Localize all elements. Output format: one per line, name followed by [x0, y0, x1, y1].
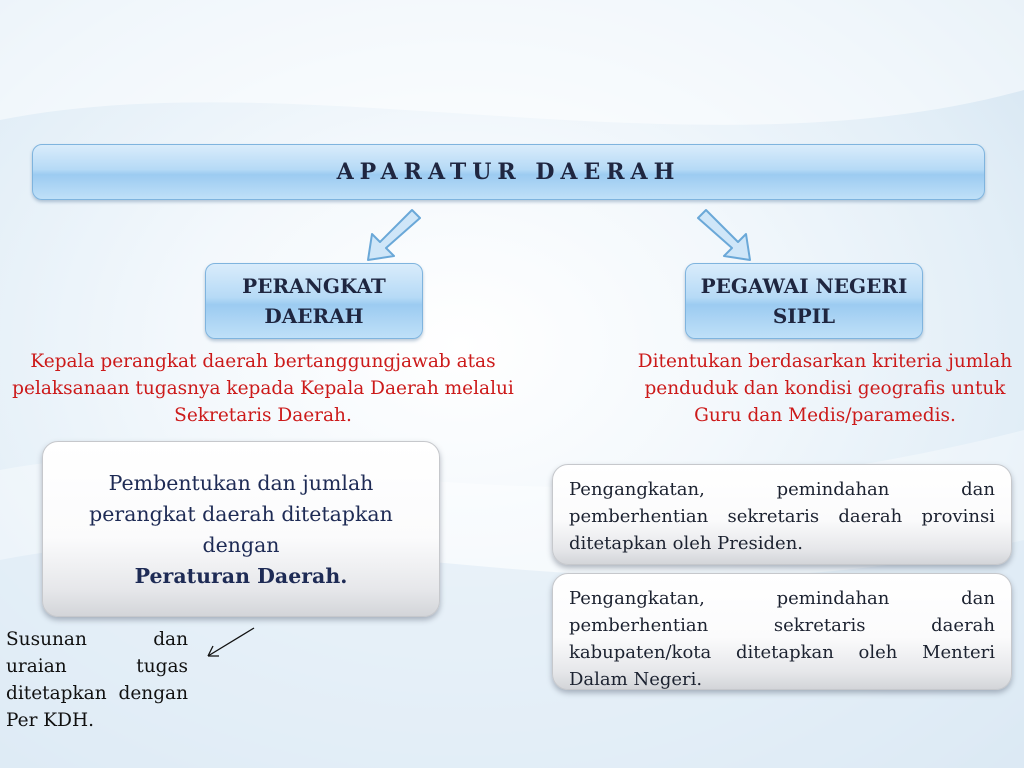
- node-pegawai-negeri-sipil-label: PEGAWAI NEGERI SIPIL: [700, 274, 908, 328]
- pembentukan-card: [42, 441, 440, 617]
- pns-note: Ditentukan berdasarkan kriteria jumlah penduduk dan kondisi geografis untuk Guru dan Medis/paramedis.: [637, 351, 1013, 426]
- sekda-kabupaten-text: Pengangkatan, pemindahan dan pemberhentian sekretaris daerah kabupaten/kota ditetapkan oleh Menteri Dalam Negeri.: [569, 588, 995, 690]
- node-perangkat-daerah: [205, 263, 423, 339]
- sekda-kabupaten-card: [552, 573, 1012, 690]
- node-pegawai-negeri-sipil: [685, 263, 923, 339]
- diagram-title: APARATUR DAERAH: [336, 159, 681, 185]
- pembentukan-text: Pembentukan dan jumlah perangkat daerah ditetapkan dengan: [89, 471, 393, 557]
- perangkat-daerah-note: Kepala perangkat daerah bertanggungjawab atas pelaksanaan tugasnya kepada Kepala Daerah melalui Sekretaris Daerah.: [12, 351, 514, 426]
- node-perangkat-daerah-label: PERANGKAT DAERAH: [242, 274, 386, 328]
- sekda-provinsi-text: Pengangkatan, pemindahan dan pemberhentian sekretaris daerah provinsi ditetapkan oleh Presiden.: [569, 479, 995, 554]
- pembentukan-emphasis: Peraturan Daerah.: [134, 564, 348, 588]
- susunan-note: Susunan dan uraian tugas ditetapkan dengan Per KDH.: [6, 629, 188, 731]
- sekda-provinsi-card: [552, 464, 1012, 565]
- arrow-to-perangkat-daerah: [360, 206, 430, 262]
- pointer-arrow: [200, 624, 260, 664]
- arrow-to-pegawai-negeri-sipil: [688, 206, 758, 262]
- title-bar: [32, 144, 985, 200]
